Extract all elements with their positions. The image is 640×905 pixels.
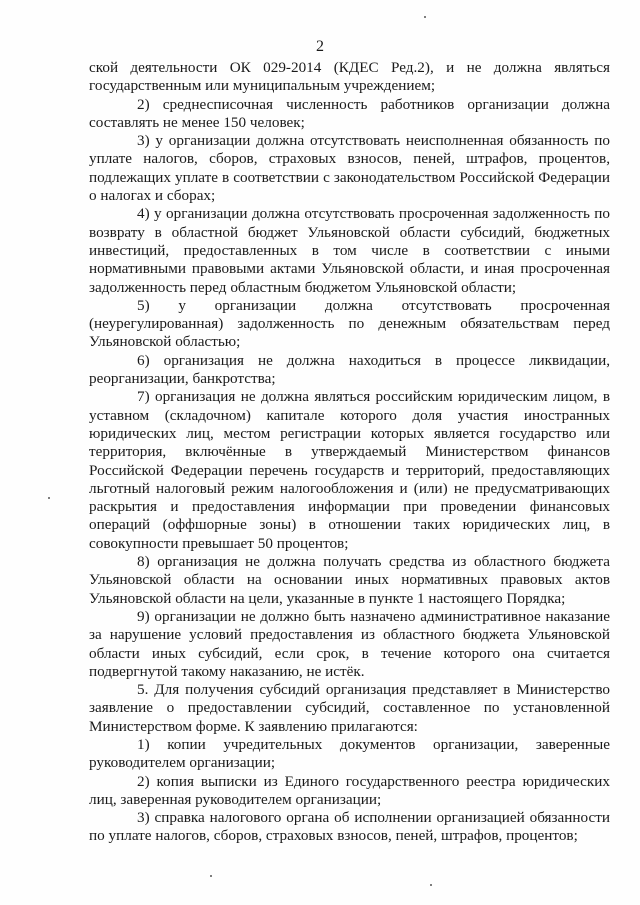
list-item-7: 7) организация не должна являться российским юридическим лицом, в уставном (складочном) капитале которого доля участия иностранных юридических лиц, местом регистрации которых является государство или территория, включённые в утверждаемый Министерством финансов Российской Федерации перечень государств и территорий, предоставляющих льготный налоговый режим налогообложения и (или) не предусматривающих раскрытия и предоставления информации при проведении финансовых операций (оффшорные зоны) в отношении таких юридических лиц, в совокупности превышает 50 процентов; — [89, 388, 610, 552]
list-item-9: 9) организации не должно быть назначено административное наказание за нарушение условий предоставления из областного бюджета Ульяновской области иных субсидий, если срок, в течение которого она считается подвергнутой такому наказанию, не истёк. — [89, 607, 610, 680]
list-item-3: 3) у организации должна отсутствовать неисполненная обязанность по уплате налогов, сборов, страховых взносов, пеней, штрафов, процентов, подлежащих уплате в соответствии с законодательством Российской Федерации о налогах и сборах; — [89, 132, 610, 205]
paragraph-continuation: ской деятельности ОК 029-2014 (КДЕС Ред.2), и не должна являться государственным или муниципальным учреждением; — [89, 59, 610, 95]
document-body — [89, 59, 610, 846]
list-item-5: 5) у организации должна отсутствовать просроченная (неурегулированная) задолженность по денежным обязательствам перед Ульяновской областью; — [89, 296, 610, 351]
scan-speck — [424, 16, 426, 18]
attachment-item-2: 2) копия выписки из Единого государственного реестра юридических лиц, заверенная руководителем организации; — [89, 772, 610, 808]
list-item-6: 6) организация не должна находиться в процессе ликвидации, реорганизации, банкротства; — [89, 351, 610, 388]
attachment-item-1: 1) копии учредительных документов организации, заверенные руководителем организации; — [89, 735, 610, 772]
attachment-item-3: 3) справка налогового органа об исполнении организацией обязанности по уплате налогов, сборов, страховых взносов, пеней, штрафов, процентов; — [89, 809, 610, 845]
list-item-8: 8) организация не должна получать средства из областного бюджета Ульяновской области на основании иных нормативных правовых актов Ульяновской области на цели, указанные в пункте 1 настоящего Порядка; — [89, 553, 610, 607]
page-number: 2 — [316, 38, 324, 55]
list-item-2: 2) среднесписочная численность работников организации должна составлять не менее 150 человек; — [89, 95, 610, 131]
scan-speck — [430, 884, 432, 886]
section-5: 5. Для получения субсидий организация представляет в Министерство заявление о предоставлении субсидий, составленное по установленной Министерством форме. К заявлению прилагаются: — [89, 681, 610, 735]
list-item-4: 4) у организации должна отсутствовать просроченная задолженность по возврату в областной бюджет Ульяновской области субсидий, бюджетных инвестиций, предоставленных в том числе в соответствии с иными нормативными правовыми актами Ульяновской области, и иная просроченная задолженность перед областным бюджетом Ульяновской области; — [89, 205, 610, 296]
scan-speck — [210, 875, 212, 877]
scan-speck — [48, 497, 50, 499]
